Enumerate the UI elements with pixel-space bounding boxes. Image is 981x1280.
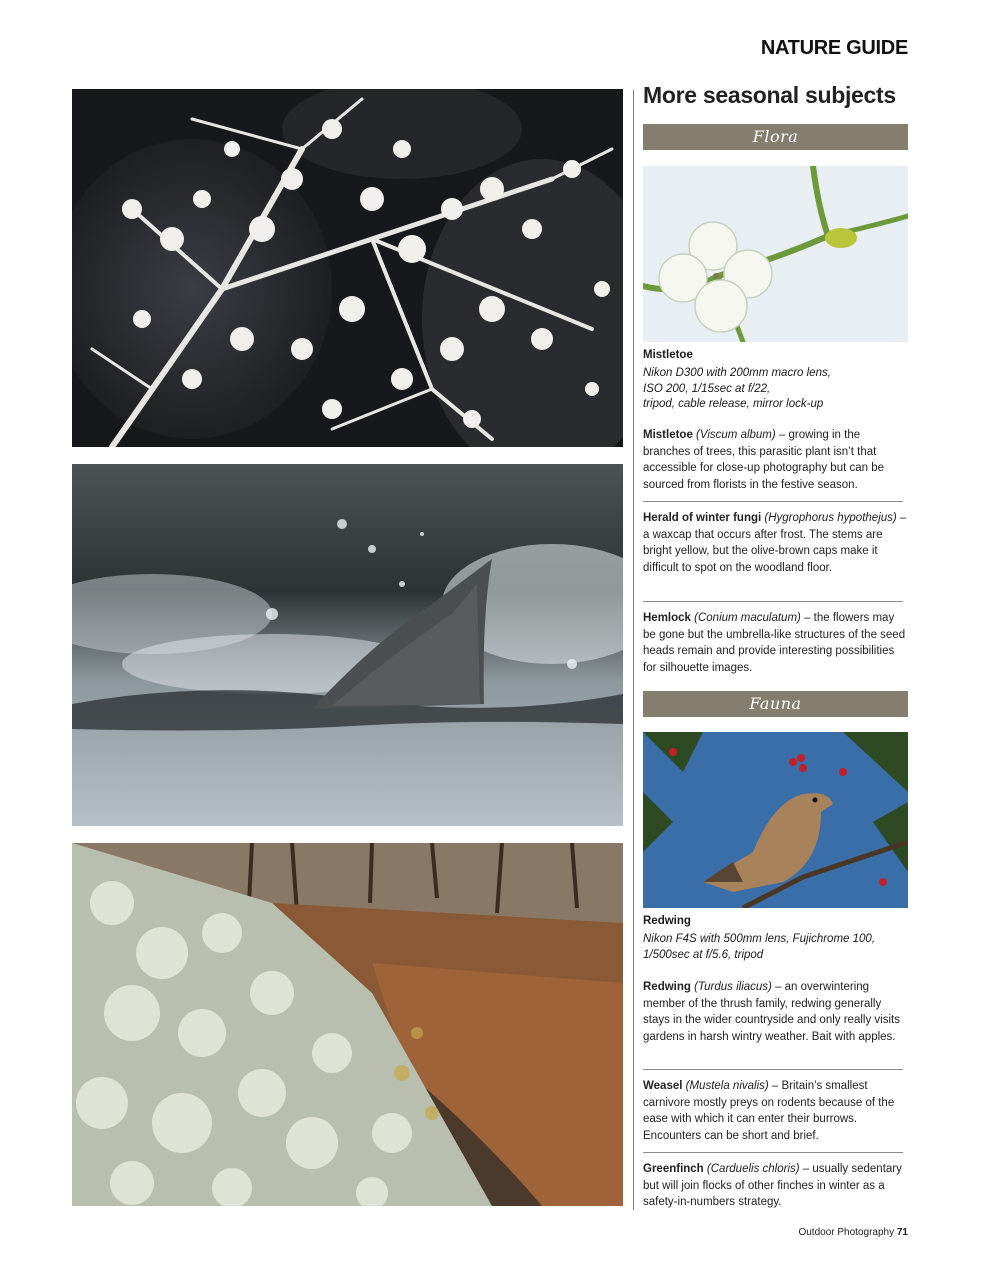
entry-text: – usually sedentary but will join flocks of other finches in winter as a safety-in-numbers strategy. [643,1163,902,1208]
mistletoe-caption-meta [643,366,908,413]
flora-entry-fungi [643,510,908,576]
divider [643,501,903,502]
divider [643,601,903,602]
entry-latin: (Hygrophorus hypothejus) [764,512,897,524]
entry-latin: (Conium maculatum) [694,612,801,624]
flora-entry-mistletoe [643,427,908,493]
entry-text: – a waxcap that occurs after frost. The stems are bright yellow, but the olive-brown caps make it difficult to spot on the woodland floor. [643,512,907,574]
entry-name: Mistletoe [643,429,693,441]
caption-meta-line: ISO 200, 1/15sec at f/22, [643,382,771,395]
sidebar-heading: More seasonal subjects [643,82,896,108]
section-title: NATURE GUIDE [760,37,908,59]
entry-latin: (Carduelis chloris) [706,1163,800,1175]
divider [643,1152,903,1153]
entry-name: Weasel [643,1080,683,1092]
entry-text: – an overwintering member of the thrush family, redwing generally stays in the wider countryside and only really visits gardens in harsh wintry weather. Bait with apples. [643,981,900,1043]
caption-meta-line: tripod, cable release, mirror lock-up [643,398,824,410]
divider [643,1069,903,1070]
entry-name: Greenfinch [643,1163,704,1175]
entry-name: Herald of winter fungi [643,512,762,524]
entry-text: – growing in the branches of trees, this parasitic plant isn’t that accessible for close-up photography but can be sourced from florists in the festive season. [643,429,885,491]
mistletoe-photo [643,166,908,342]
entry-latin: (Viscum album) [696,429,776,441]
fauna-entry-redwing [643,979,908,1045]
entry-text: – Britain’s smallest carnivore mostly preys on rodents because of the ease with which it can enter their burrows. Encounters can be short and brief. [643,1080,895,1142]
flora-band: Flora [643,124,908,150]
page-number: 71 [896,1227,908,1238]
entry-name: Redwing [643,981,691,993]
column-divider [633,90,634,1210]
entry-latin: (Mustela nivalis) [685,1080,769,1092]
entry-latin: (Turdus iliacus) [694,981,772,993]
mistletoe-caption-title: Mistletoe [643,349,693,361]
magazine-name: Outdoor Photography [798,1227,895,1238]
entry-name: Hemlock [643,612,691,624]
salmon-fin-photo [72,464,623,826]
caption-meta-line: 1/500sec at f/5.6, tripod [643,948,764,961]
caption-meta-line: Nikon F4S with 500mm lens, Fujichrome 100, [643,933,876,945]
redwing-caption-meta [643,932,908,963]
fauna-band: Fauna [643,691,908,717]
fauna-entry-weasel [643,1078,908,1144]
lichen-woodland-photo [72,843,623,1206]
caption-meta-line: Nikon D300 with 200mm macro lens, [643,367,831,379]
frost-plant-photo [72,89,623,447]
redwing-photo [643,732,908,908]
fauna-entry-greenfinch [643,1161,908,1211]
page-footer [798,1227,908,1238]
flora-entry-hemlock [643,610,908,676]
entry-text: – the flowers may be gone but the umbrella-like structures of the seed heads remain and provide interesting possibilities for silhouette images. [643,612,906,674]
redwing-caption-title: Redwing [643,915,691,927]
